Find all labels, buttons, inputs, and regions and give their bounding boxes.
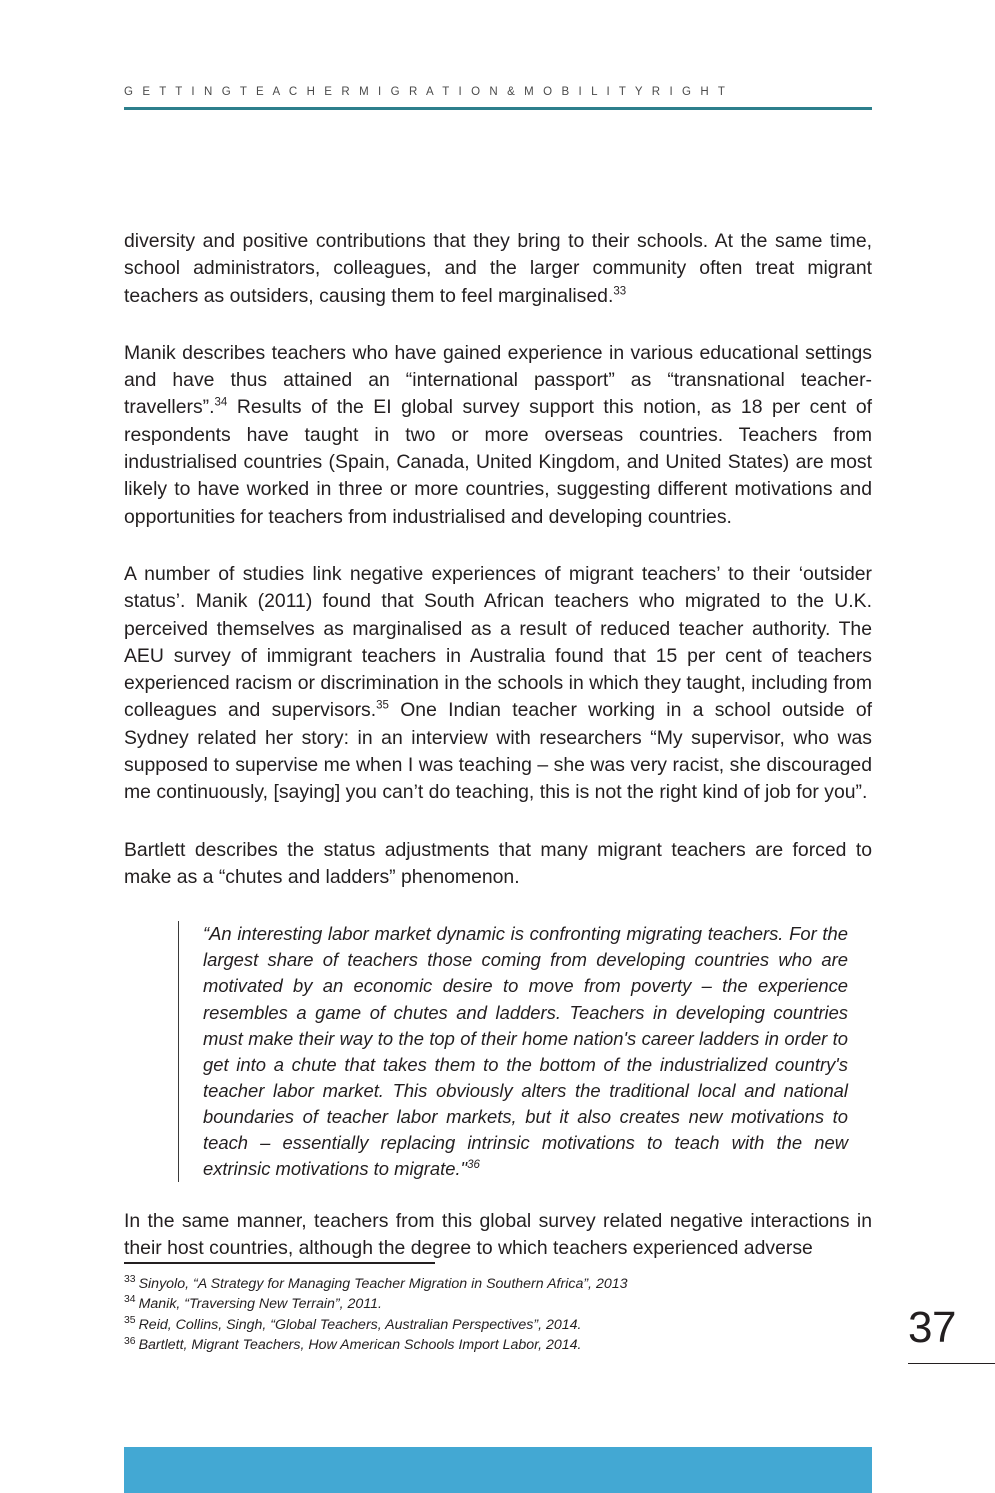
footnote-separator-rule	[124, 1262, 435, 1264]
blockquote-bartlett	[178, 921, 848, 1182]
paragraph-studies-text-before: A number of studies link negative experiences of migrant teachers’ to their ‘outsider status’. Manik (2011) found that South African teachers who migrated to the U.K. perceived themselves as marginalised as a result of reduced teacher authority. The AEU survey of immigrant teachers in Australia found that 15 per cent of teachers experienced racism or discrimination in the schools in which they taught, including from colleagues and supervisors.	[124, 562, 872, 722]
footnotes-section	[124, 1262, 872, 1356]
header-divider-rule	[124, 107, 872, 110]
paragraph-diversity	[124, 228, 872, 310]
paragraph-diversity-text: diversity and positive contributions that they bring to their schools. At the same time, school administrators, colleagues, and the larger community often treat migrant teachers as outsiders, causing them to feel marginalised.	[124, 230, 872, 307]
page-number-rule	[908, 1363, 995, 1364]
paragraph-bartlett	[124, 837, 872, 892]
body-text-column	[124, 228, 872, 1263]
footnote-text-34: Manik, “Traversing New Terrain”, 2011.	[138, 1296, 382, 1313]
paragraph-manik	[124, 340, 872, 531]
footnote-ref-33[interactable]: 33	[613, 285, 627, 298]
footnote-text-36: Bartlett, Migrant Teachers, How American Schools Import Labor, 2014.	[138, 1337, 582, 1354]
footnote-ref-35[interactable]: 35	[376, 699, 389, 712]
bottom-color-band	[124, 1447, 872, 1493]
footnote-item-33	[124, 1274, 872, 1295]
paragraph-same-manner	[124, 1208, 872, 1263]
paragraph-manik-text-after: Results of the EI global survey support this notion, as 18 per cent of respondents have taught in two or more overseas countries. Teachers from industrialised countries (Spain, Canada, United Kingdom, and United States) are most likely to have worked in three or more countries, suggesting different motivations and opportunities for teachers from industrialised and developing countries.	[124, 396, 872, 528]
footnote-item-36	[124, 1335, 872, 1356]
footnote-ref-36[interactable]: 36	[467, 1158, 480, 1171]
footnote-item-34	[124, 1294, 872, 1315]
paragraph-manik-text-before: Manik describes teachers who have gained experience in various educational settings and have thus attained an “international passport” as “transnational teacher-travellers”.	[124, 341, 872, 419]
paragraph-same-manner-text: In the same manner, teachers from this global survey related negative interactions in their host countries, although the degree to which teachers experienced adverse	[124, 1210, 872, 1260]
paragraph-studies-text-after: One Indian teacher working in a school outside of Sydney related her story: in an interview with researchers “My supervisor, who was supposed to supervise me when I was teaching – she was very racist, she discouraged me continuously, [saying] you can’t do teaching, this is not the right kind of job for you”.	[124, 699, 872, 804]
footnote-number-35: 35	[124, 1314, 136, 1326]
page-number-value: 37	[908, 1303, 956, 1352]
paragraph-studies	[124, 561, 872, 807]
footnote-number-34: 34	[124, 1294, 136, 1306]
blockquote-bartlett-paragraph	[203, 921, 848, 1182]
footnote-text-35: Reid, Collins, Singh, “Global Teachers, Australian Perspectives”, 2014.	[138, 1316, 582, 1333]
footnote-number-36: 36	[124, 1335, 136, 1347]
blockquote-bartlett-text: “An interesting labor market dynamic is confronting migrating teachers. For the largest share of teachers those coming from developing countries who are motivated by an economic desire to move from poverty – the experience resembles a game of chutes and ladders. Teachers in developing countries must make their way to the top of their home nation's career ladders in order to get into a chute that takes them to the bottom of the industrialized country's teacher labor market. This obviously alters the traditional local and national boundaries of teacher labor markets, but it also creates new motivations to teach – essentially replacing intrinsic motivations to teach with the new extrinsic motivations to migrate."	[203, 923, 848, 1180]
paragraph-bartlett-text: Bartlett describes the status adjustments that many migrant teachers are forced to make as a “chutes and ladders” phenomenon.	[124, 838, 872, 888]
page-number	[908, 1303, 995, 1353]
footnote-number-33: 33	[124, 1273, 136, 1285]
running-header	[124, 84, 872, 110]
footnote-ref-34[interactable]: 34	[214, 397, 228, 410]
footnote-text-33: Sinyolo, “A Strategy for Managing Teacher Migration in Southern Africa”, 2013	[138, 1275, 628, 1292]
footnote-item-35	[124, 1315, 872, 1336]
running-header-title: G E T T I N G T E A C H E R M I G R A T I O N & M O B I L I T Y R I G H T	[124, 86, 729, 98]
